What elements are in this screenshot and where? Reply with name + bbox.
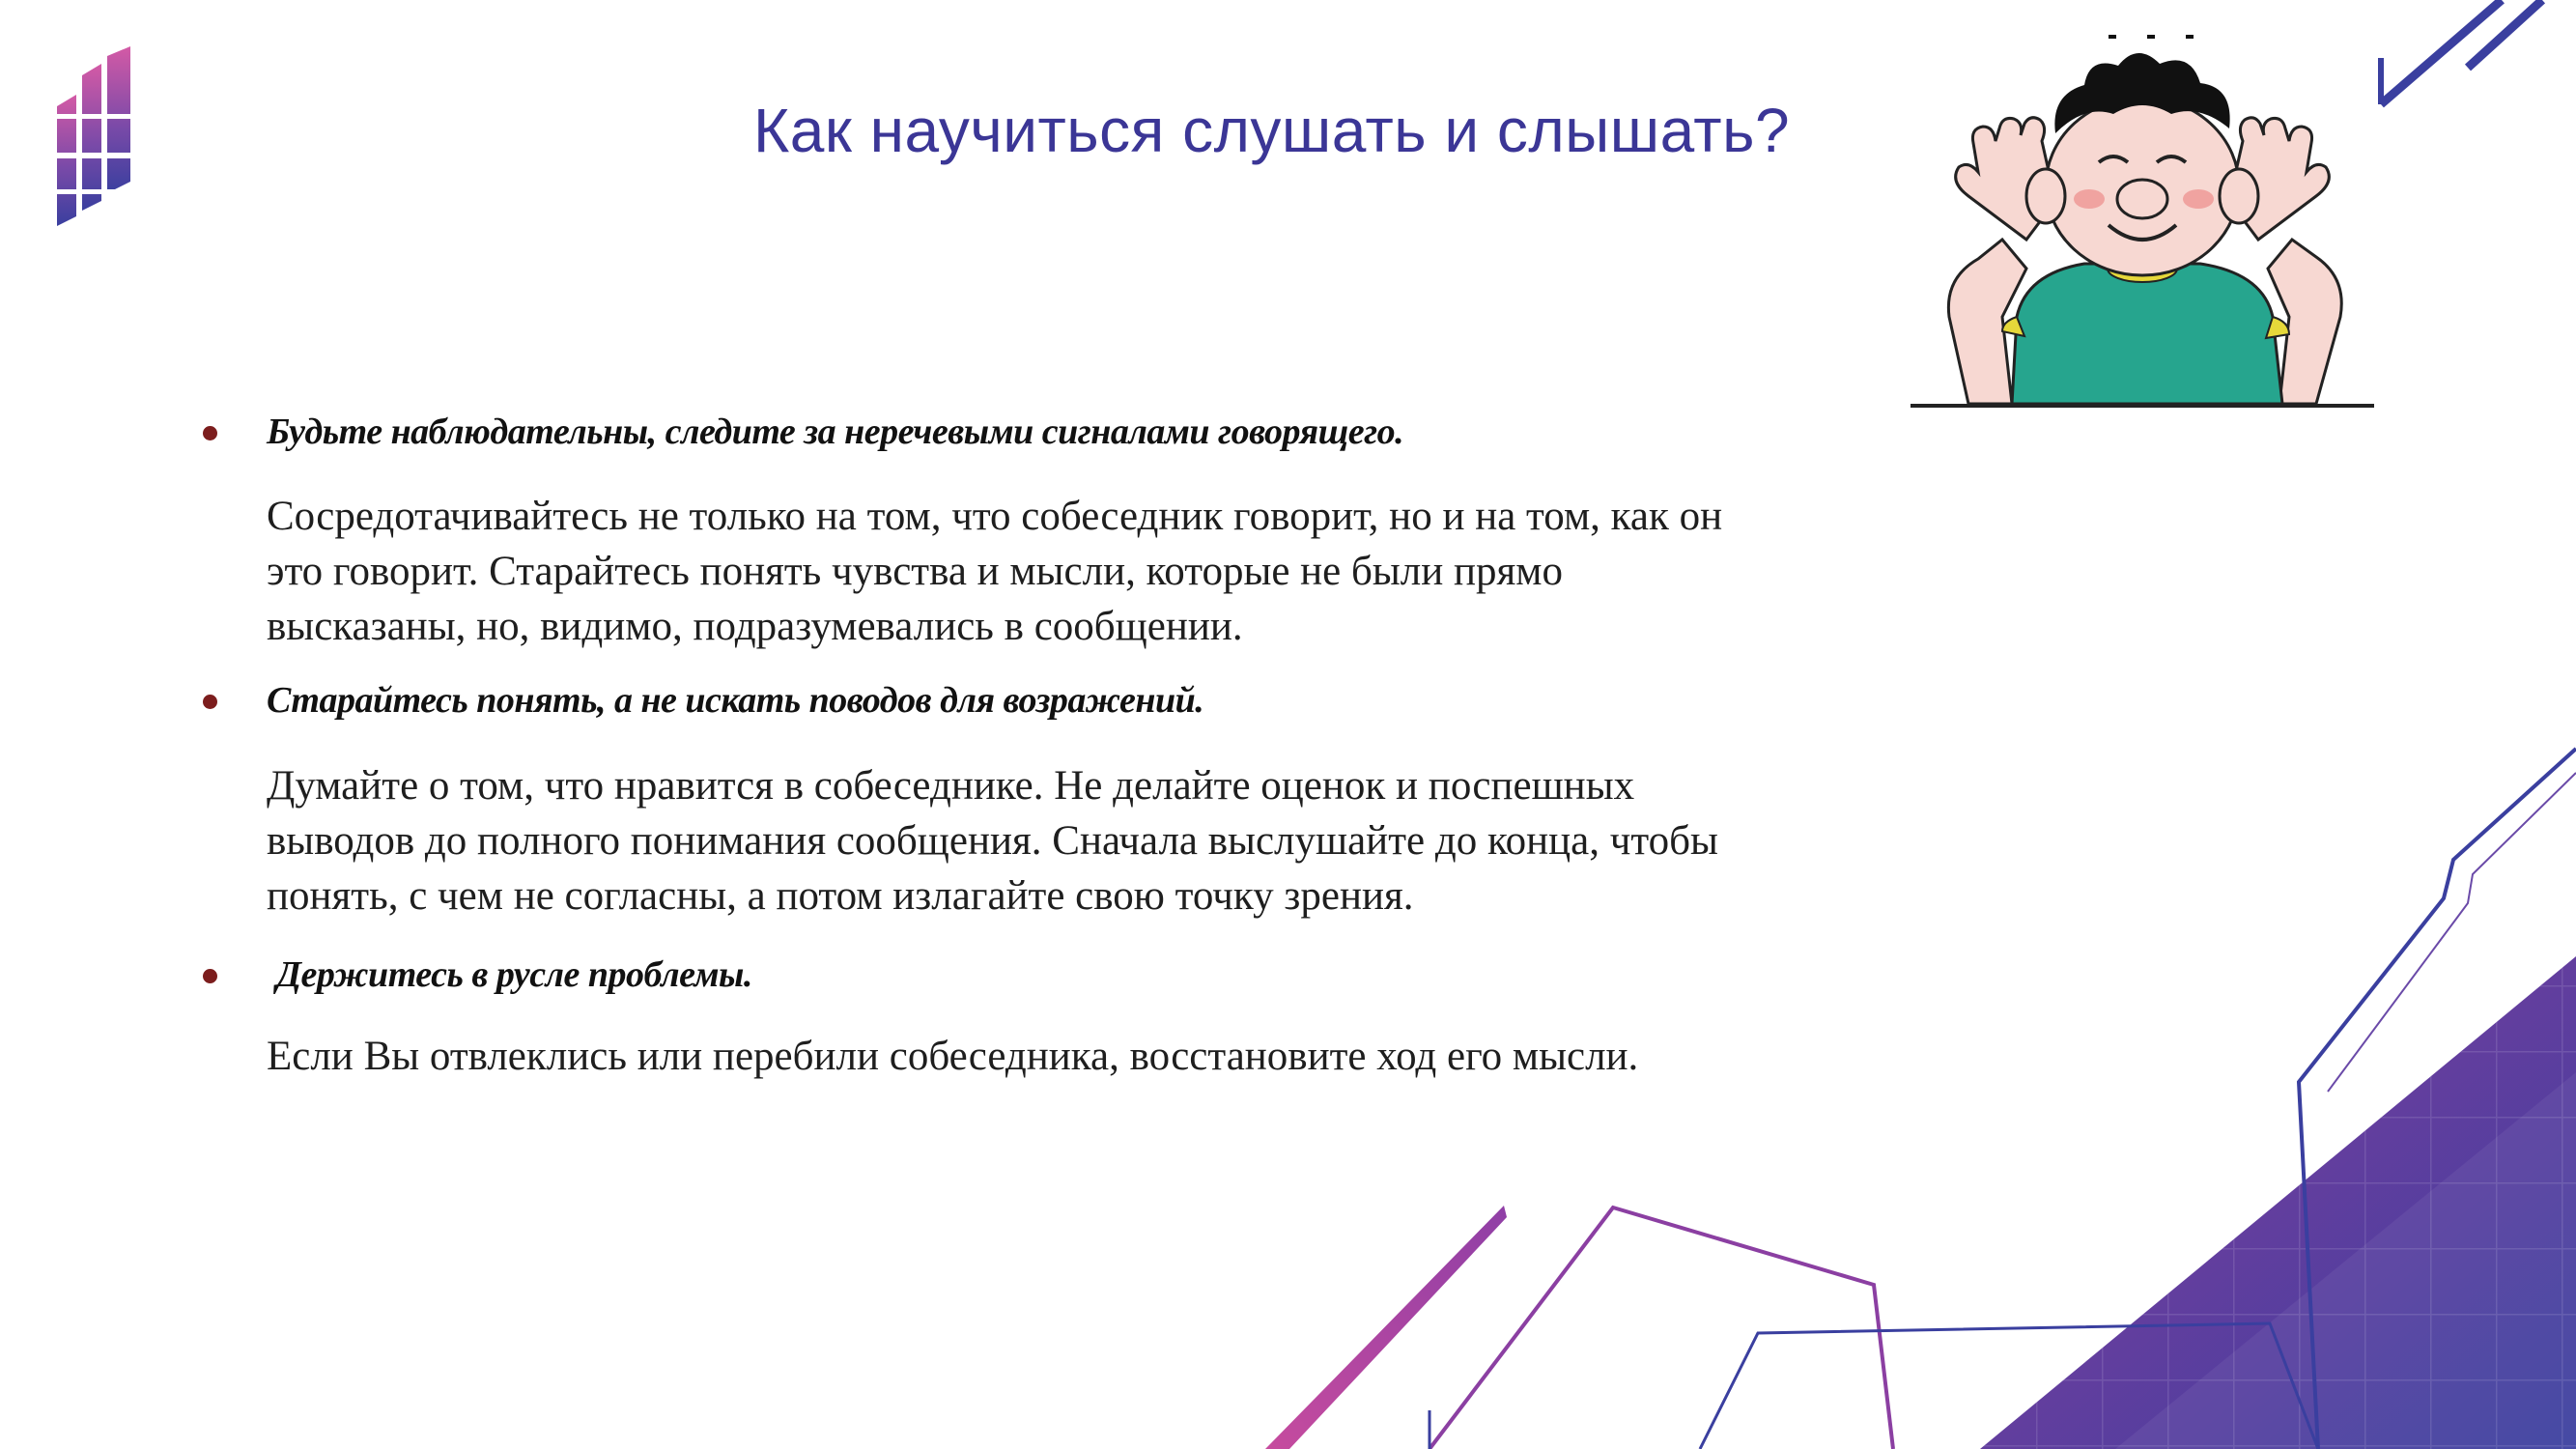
page-title: Как научиться слушать и слышать? [753, 96, 1791, 165]
listening-boy-illustration [1911, 27, 2386, 413]
paragraph-line: это говорит. Старайтесь понять чувства и мысли, которые не были прямо [267, 549, 1564, 594]
paragraph-line: Сосредотачивайтесь не только на том, что собеседник говорит, но и на том, как он [267, 494, 1723, 539]
paragraph-2 [267, 758, 1870, 923]
logo-icon [53, 46, 135, 228]
paragraph-line: Думайте о том, что нравится в собеседнике. Не делайте оценок и поспешных [267, 763, 1635, 809]
bullet-dot [203, 695, 217, 709]
bullet-heading: Держитесь в русле проблемы. [276, 954, 752, 995]
bullet-dot [203, 969, 217, 983]
paragraph-1 [267, 489, 1870, 654]
bullet-heading: Старайтесь понять, а не искать поводов для возражений. [267, 680, 1204, 721]
paragraph-line: высказаны, но, видимо, подразумевались в сообщении. [267, 604, 1243, 649]
diagonal-stripe [1265, 1206, 1507, 1449]
paragraph-line: Если Вы отвлеклись или перебили собеседника, восстановите ход его мысли. [267, 1034, 1639, 1079]
paragraph-line: выводов до полного понимания сообщения. Сначала выслушайте до конца, чтобы [267, 818, 1718, 864]
top-right-lines [2381, 0, 2542, 104]
bullet-heading: Будьте наблюдательны, следите за неречевыми сигналами говорящего. [267, 412, 1404, 452]
bullet-dot [203, 426, 217, 440]
paragraph-line: понять, с чем не согласны, а потом излагайте свою точку зрения. [267, 873, 1414, 919]
paragraph-3 [267, 1029, 1870, 1084]
